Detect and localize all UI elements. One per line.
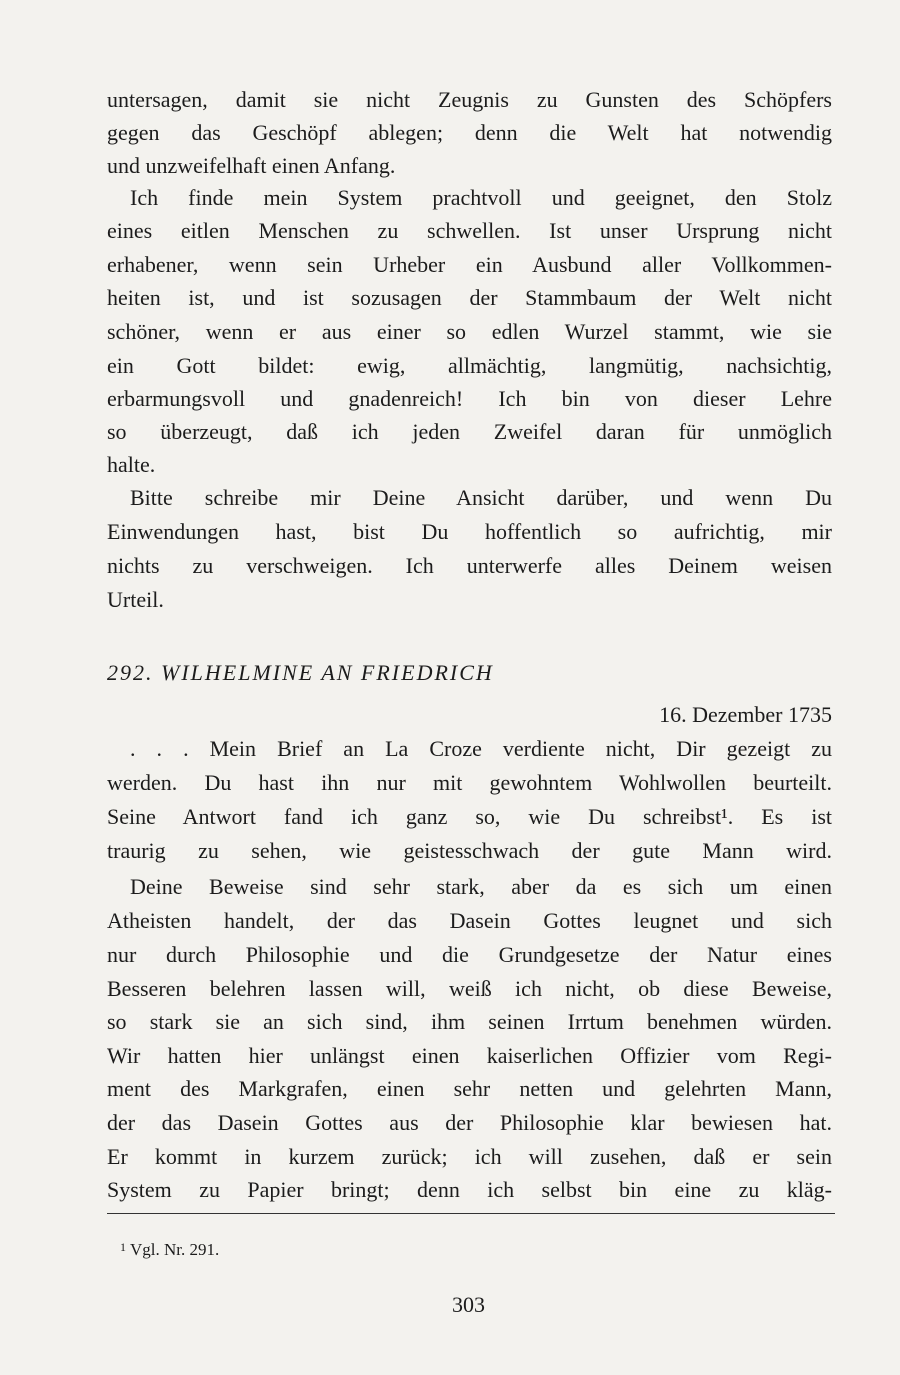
text-line: Er kommt in kurzem zurück; ich will zusehen, daß er sein	[107, 1144, 832, 1169]
text-line: so überzeugt, daß ich jeden Zweifel daran für unmöglich	[107, 419, 832, 444]
text-line: ein Gott bildet: ewig, allmächtig, langmütig, nachsichtig,	[107, 353, 832, 378]
letter-date: 16. Dezember 1735	[659, 702, 832, 727]
text-line: Urteil.	[107, 587, 164, 612]
text-line: Seine Antwort fand ich ganz so, wie Du schreibst¹. Es ist	[107, 804, 832, 829]
text-line: Deine Beweise sind sehr stark, aber da es sich um einen	[130, 874, 832, 899]
text-line: traurig zu sehen, wie geistesschwach der gute Mann wird.	[107, 838, 832, 863]
text-line: . . . Mein Brief an La Croze verdiente nicht, Dir gezeigt zu	[130, 736, 832, 761]
text-line: heiten ist, und ist sozusagen der Stammbaum der Welt nicht	[107, 285, 832, 310]
text-line: eines eitlen Menschen zu schwellen. Ist unser Ursprung nicht	[107, 218, 832, 243]
text-line: Einwendungen hast, bist Du hoffentlich so aufrichtig, mir	[107, 519, 832, 544]
text-line: System zu Papier bringt; denn ich selbst bin eine zu kläg-	[107, 1177, 832, 1202]
page-number: 303	[452, 1292, 485, 1317]
text-line: der das Dasein Gottes aus der Philosophie klar bewiesen hat.	[107, 1110, 832, 1135]
text-line: Wir hatten hier unlängst einen kaiserlichen Offizier vom Regi-	[107, 1043, 832, 1068]
text-line: schöner, wenn er aus einer so edlen Wurzel stammt, wie sie	[107, 319, 832, 344]
text-line: nichts zu verschweigen. Ich unterwerfe alles Deinem weisen	[107, 553, 832, 578]
text-line: untersagen, damit sie nicht Zeugnis zu Gunsten des Schöpfers	[107, 87, 832, 112]
text-line: Bitte schreibe mir Deine Ansicht darüber, und wenn Du	[130, 485, 832, 510]
text-line: gegen das Geschöpf ablegen; denn die Welt hat notwendig	[107, 120, 832, 145]
text-line: Atheisten handelt, der das Dasein Gottes leugnet und sich	[107, 908, 832, 933]
text-line: nur durch Philosophie und die Grundgesetze der Natur eines	[107, 942, 832, 967]
text-line: werden. Du hast ihn nur mit gewohntem Wohlwollen beurteilt.	[107, 770, 832, 795]
footnote-text: Vgl. Nr. 291.	[130, 1240, 220, 1259]
text-line: erhabener, wenn sein Urheber ein Ausbund aller Vollkommen-	[107, 252, 832, 277]
text-line: Besseren belehren lassen will, weiß ich nicht, ob diese Beweise,	[107, 976, 832, 1001]
text-line: und unzweifelhaft einen Anfang.	[107, 153, 396, 178]
letter-heading: 292. WILHELMINE AN FRIEDRICH	[107, 660, 494, 685]
footnote-divider	[107, 1213, 835, 1214]
text-line: Ich finde mein System prachtvoll und geeignet, den Stolz	[130, 185, 832, 210]
text-line: ment des Markgrafen, einen sehr netten und gelehrten Mann,	[107, 1076, 832, 1101]
text-line: halte.	[107, 452, 156, 477]
text-line: erbarmungsvoll und gnadenreich! Ich bin von dieser Lehre	[107, 386, 832, 411]
footnote	[120, 1234, 219, 1263]
text-line: so stark sie an sich sind, ihm seinen Irrtum benehmen würden.	[107, 1009, 832, 1034]
footnote-marker: 1	[120, 1240, 126, 1254]
